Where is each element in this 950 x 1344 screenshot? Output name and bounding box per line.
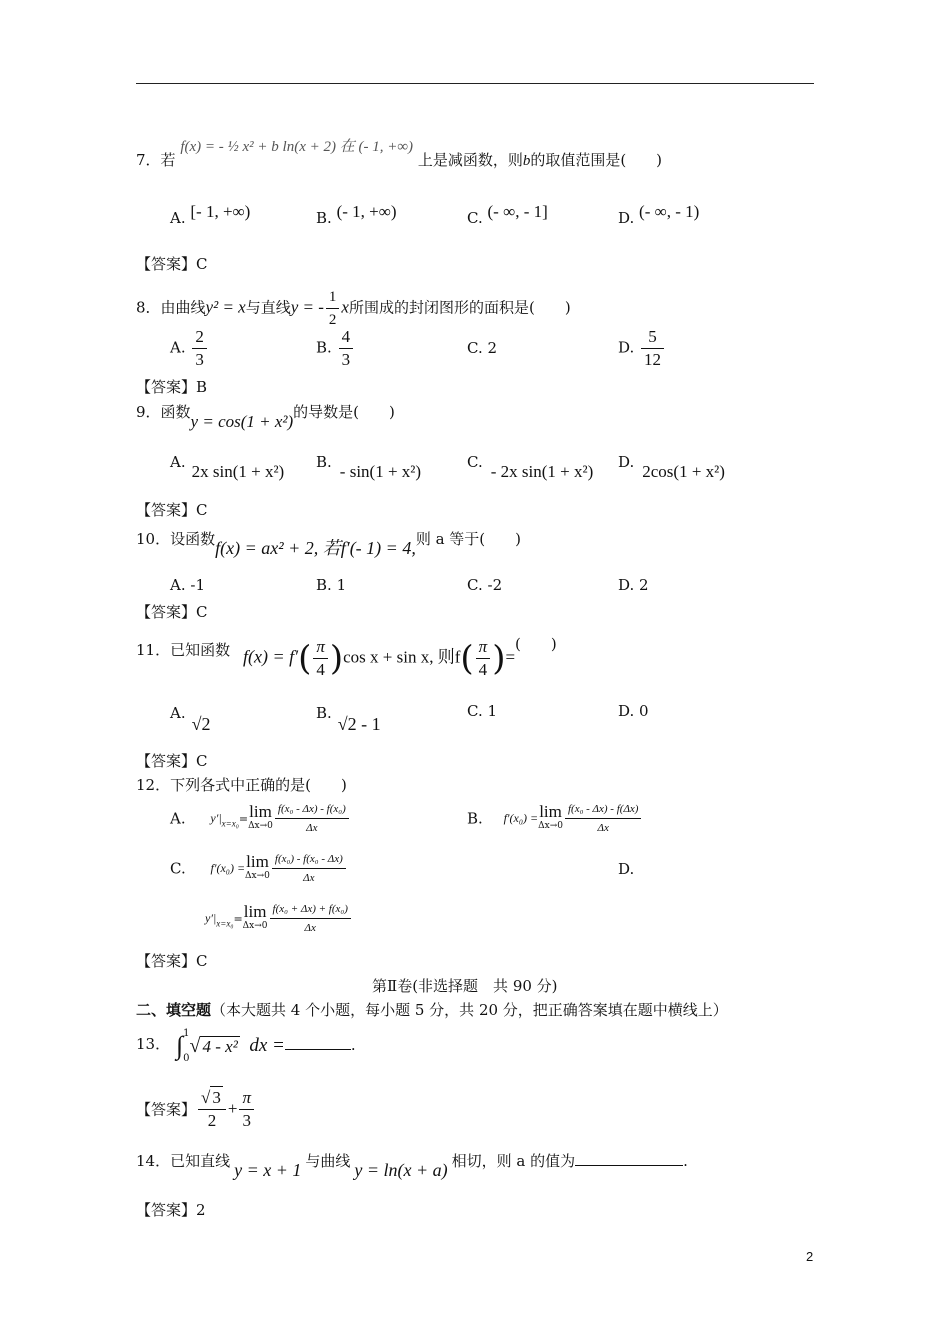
q10-answer: 【答案】C: [136, 603, 208, 621]
q7-option-b: B. (- 1, +∞): [316, 202, 397, 227]
q9-option-c: C. - 2x sin(1 + x²): [467, 453, 594, 481]
q8-option-c: C. 2: [467, 339, 498, 357]
q7-option-c: C. (- ∞, - 1]: [467, 202, 548, 227]
q9-option-a: A. 2x sin(1 + x²): [170, 453, 285, 481]
q7-var: b: [522, 153, 531, 169]
q11-stem: 11．已知函数: [136, 641, 231, 659]
q11-option-d: D. 0: [618, 702, 649, 720]
q12-stem: 12．下列各式中正确的是( ): [136, 776, 347, 794]
q8-option-b: B. $\frac{4}{3}$: [316, 326, 355, 371]
q12-option-c: C. f′(x₀) = lim Δx→0 $\frac{\text{f(x₀) - f(x₀ - Δx)}}{\Delta x}$: [170, 850, 348, 887]
page-number: 2: [806, 1249, 814, 1264]
q8-answer: 【答案】B: [136, 378, 208, 396]
q9-expression: y = cos(1 + x²): [190, 412, 294, 431]
section-heading: 二、填空题（本大题共 4 个小题，每小题 5 分，共 20 分，把正确答案填在题中横线上）: [136, 1001, 728, 1019]
q11-expression: f(x) = f′( $\frac{\pi}{4}$ )cos x + sin x, 则f( $\frac{\pi}{4}$ )=( ): [243, 634, 557, 679]
q11-answer: 【答案】C: [136, 752, 208, 770]
q8-line: y = -: [290, 297, 324, 317]
q8-line-fraction: $\frac{1}{2}$: [326, 286, 340, 331]
q14-stem: 14．已知直线 y = x + 1 与曲线 y = ln(x + a) 相切，则 a 的值为 .: [136, 1152, 688, 1180]
q8-option-a: A. $\frac{2}{3}$: [170, 326, 209, 371]
q13-answer: 【答案】 $\frac{√ 3}{2}$ + $\frac{\pi}{3}$: [136, 1086, 256, 1132]
header-rule: [136, 83, 814, 84]
q12-option-a: A. $y'|_{x=x_0}=$ lim Δx→0 $\frac{\text{f(x₀ - Δx) - f(x₀)}}{\Delta x}$: [170, 800, 351, 837]
q7-option-d: D. (- ∞, - 1): [618, 202, 700, 227]
q10-option-c: C. -2: [467, 576, 503, 594]
q10-expression: f(x) = ax² + 2, 若f′(- 1) = 4,: [215, 538, 416, 558]
q7-text: 上是减函数，则: [417, 151, 523, 169]
q10-option-d: D. 2: [618, 576, 649, 594]
q11-option-c: C. 1: [467, 702, 498, 720]
q9-stem: 9．函数y = cos(1 + x²)的导数是( ): [136, 403, 395, 431]
q13-stem: 13．: [136, 1035, 171, 1053]
q12-option-b: B. f′(x₀) = lim Δx→0 $\frac{\text{f(x₀ - Δx) - f(Δx)}}{\Delta x}$: [467, 800, 643, 837]
q7-answer: 【答案】C: [136, 255, 208, 273]
q12-answer: 【答案】C: [136, 952, 208, 970]
q10-stem: 10．设函数f(x) = ax² + 2, 若f′(- 1) = 4,则 a 等于( ): [136, 530, 522, 558]
q9-option-b: B. - sin(1 + x²): [316, 453, 422, 481]
section-title: 第Ⅱ卷(非选择题 共 90 分): [372, 977, 558, 995]
q7-expression: f(x) = - ½ x² + b ln(x + 2) 在 (- 1, +∞): [180, 139, 414, 155]
q12-option-d: $y'|_{x=x_0}=$ lim Δx→0 $\frac{\text{f(x₀ + Δx) + f(x₀)}}{\Delta x}$: [205, 900, 353, 937]
q7-number: 7．若: [136, 151, 176, 169]
integral-sign: ∫: [176, 1031, 184, 1060]
q11-option-a: A.√2: [170, 704, 211, 734]
q8-stem: 8．由曲线y² = x与直线y = - $\frac{1}{2}$ x所围成的封闭图形的面积是( ): [136, 286, 571, 331]
q14-answer-blank: [575, 1165, 683, 1166]
q12-option-d-label: D.: [618, 860, 635, 878]
q13-answer-blank: [285, 1049, 351, 1050]
q14-line: y = x + 1: [234, 1160, 302, 1180]
q10-option-a: A. -1: [170, 576, 206, 594]
q9-option-d: D. 2cos(1 + x²): [618, 453, 725, 481]
q14-curve: y = ln(x + a): [354, 1160, 448, 1180]
q11-option-b: B.√2 - 1: [316, 704, 381, 734]
q9-answer: 【答案】C: [136, 501, 208, 519]
q14-answer: 【答案】2: [136, 1201, 206, 1219]
q7-option-a: A. [- 1, +∞): [170, 202, 251, 227]
q8-option-d: D. $\frac{5}{12}$: [618, 326, 666, 371]
q7-stem: [136, 139, 663, 171]
q8-curve: y² = x: [205, 297, 246, 317]
q13-expression: ∫ 1 0 √ 4 - x² dx = .: [176, 1028, 356, 1064]
q10-option-b: B. 1: [316, 576, 347, 594]
q7-tail: 的取值范围是( ): [530, 151, 663, 169]
